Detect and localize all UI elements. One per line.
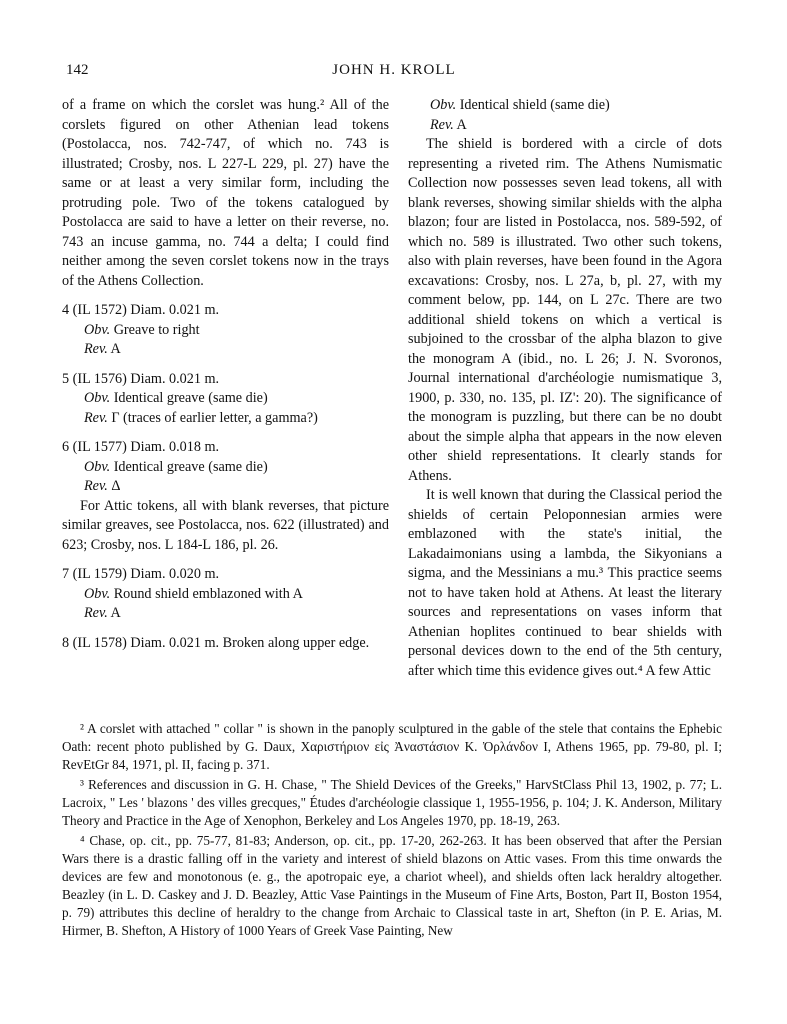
entry-7-obverse: Obv. Round shield emblazoned with A	[84, 585, 303, 602]
classical-paragraph: It is well known that during the Classical period the shields of certain Peloponnesian armies were emblazoned with the state's initial, the Lakadaimonians using a lambda, the Sikyonians a sigma, and the Messinians a mu.³ This practice seems not to have taken hold at Athens. At least the literary sources and representations on vases inform that Athenian hoplites continued to bear shields with personal devices down to the end of the 5th century, after which time this evidence gives out.⁴ A few Attic	[408, 487, 722, 679]
page-header	[66, 62, 722, 82]
footnote-4: ⁴ Chase, op. cit., pp. 75-77, 81-83; Anderson, op. cit., pp. 17-20, 262-263. It has been observed that after the Persian Wars there is a drastic falling off in the variety and interest of shield blazons on Attic vases. From this time onwards the devices are few and monotonous (e. g., the apotropaic eye, a chariot wheel), and shields often lack heraldry altogether. Beazley (in L. D. Caskey and J. D. Beazley, Attic Vase Paintings in the Museum of Fine Arts, Boston, Part II, Boston 1954, p. 79) attributes this decline of heraldry to the change from Archaic to Classical taste in art, Shefton (in P. E. Arias, M. Hirmer, B. Shefton, A History of 1000 Years of Greek Vase Painting, New	[62, 833, 722, 938]
intro-paragraph: of a frame on which the corslet was hung.² All of the corslets figured on other Athenian lead tokens (Postolacca, nos. 742-747, of which no. 743 is illustrated; Crosby, nos. L 227-L 229, pl. 27) have the same or at least a very similar form, including the protruding pole. Two of the tokens catalogued by Postolacca are said to have a letter on their reverse, no. 743 an incuse gamma, no. 744 a delta; I could find neither among the seven corslet tokens now in the trays of the Athens Collection.	[62, 97, 389, 289]
running-title: JOHN H. KROLL	[332, 62, 456, 78]
footnote-2: ² A corslet with attached " collar " is shown in the panoply sculptured in the gable of the stele that contains the Ephebic Oath: recent photo published by G. Daux, Χαριστήριον εἰς Ἀναστάσιον Κ. Ὀρλάνδον I, Athens 1965, pp. 79-80, pl. I; RevEtGr 84, 1971, pl. II, facing p. 371.	[62, 721, 722, 772]
entry-5-reverse: Rev. Γ (traces of earlier letter, a gamma?)	[84, 409, 318, 426]
page-number: 142	[66, 62, 89, 78]
entry-8-heading: 8 (IL 1578) Diam. 0.021 m. Broken along upper edge.	[62, 634, 370, 651]
right-column	[408, 96, 722, 681]
entry-8-obverse: Obv. Identical shield (same die)	[430, 97, 610, 113]
entry-4-obverse: Obv. Greave to right	[84, 321, 200, 338]
left-column	[62, 96, 389, 653]
entry-6-obverse: Obv. Identical greave (same die)	[84, 458, 268, 475]
entry-8-reverse: Rev. A	[430, 116, 467, 133]
entry-6-heading: 6 (IL 1577) Diam. 0.018 m.	[62, 439, 220, 455]
entry-6-reverse: Rev. Δ	[84, 478, 121, 494]
entry-4-heading: 4 (IL 1572) Diam. 0.021 m.	[62, 302, 220, 318]
footnotes	[62, 720, 722, 942]
entry-5-heading: 5 (IL 1576) Diam. 0.021 m.	[62, 370, 220, 387]
entry-7-reverse: Rev. A	[84, 605, 121, 621]
entry-7-heading: 7 (IL 1579) Diam. 0.020 m.	[62, 566, 220, 582]
entry-5-obverse: Obv. Identical greave (same die)	[84, 390, 268, 406]
attic-tokens-note: For Attic tokens, all with blank reverses, that picture similar greaves, see Postolacca, nos. 622 (illustrated) and 623; Crosby, nos. L 184-L 186, pl. 26.	[62, 497, 389, 553]
entry-4-reverse: Rev. A	[84, 341, 121, 357]
shield-paragraph: The shield is bordered with a circle of dots representing a riveted rim. The Athens Numismatic Collection now possesses seven lead tokens, all with blank reverses, showing similar shields with the alpha blazon; four are listed in Postolacca, nos. 589-592, of which no. 589 is illustrated. Two other such tokens, also with plain reverses, have been found in the Agora excavations: Crosby, nos. L 27a, b, pl. 27, with my comment below, pp. 144, on L 27c. There are two additional shield tokens on which a vertical is subjoined to the crossbar of the alpha blazon to give the monogram A (ibid., no. L 26; J. N. Svoronos, Journal international d'archéologie numismatique 3, 1900, p. 330, no. 135, pl. IZ': 20). The significance of the monogram is puzzling, but there can be no doubt about the simple alpha that appears in the now eleven other shield representations. It clearly stands for Athens.	[408, 136, 722, 484]
footnote-3: ³ References and discussion in G. H. Chase, " The Shield Devices of the Greeks," HarvStClass Phil 13, 1902, p. 77; L. Lacroix, " Les ' blazons ' des villes grecques," Études d'archéologie classique 1, 1955-1956, p. 104; J. K. Anderson, Military Theory and Practice in the Age of Xenophon, Berkeley and Los Angeles 1970, pp. 18-19, 263.	[62, 777, 722, 828]
